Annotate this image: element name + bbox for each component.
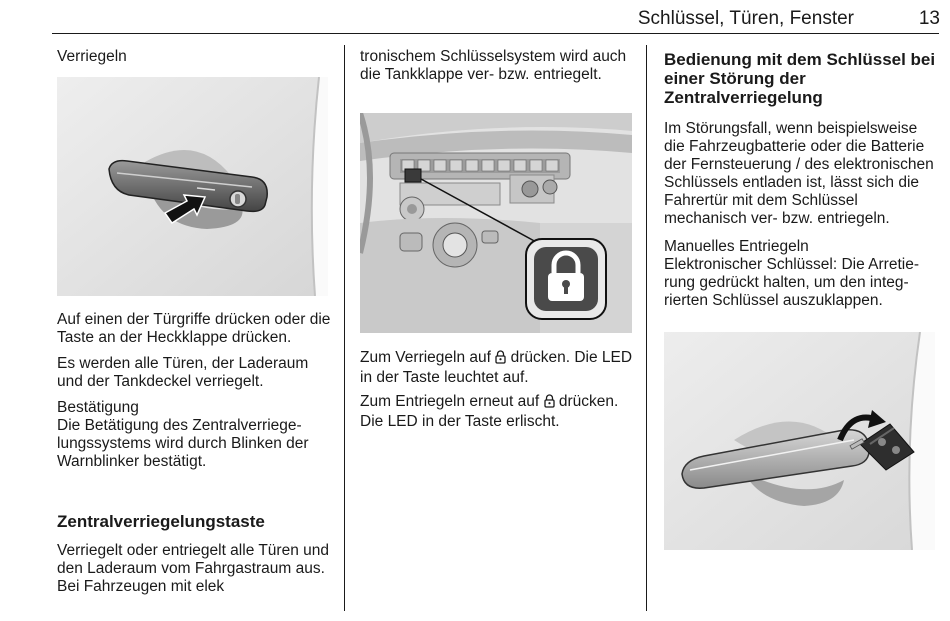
heading-manual-unlock: Manuelles Entriegeln — [664, 238, 809, 255]
page-number: 13 — [918, 8, 940, 29]
column-divider-2 — [646, 45, 647, 611]
header-rule — [52, 33, 939, 34]
figure-door-handle-press — [57, 77, 328, 296]
door-handle-press-illustration — [57, 77, 328, 296]
lock-icon — [495, 350, 506, 364]
figure-key-unlock — [664, 332, 935, 550]
unlock-instruction-text-a: Zum Entriegeln erneut auf — [360, 393, 540, 410]
paragraph-fuel-flap: tronischem Schlüsselsystem wird auch die Tankklappe ver- bzw. entriegelt. — [360, 48, 627, 83]
paragraph-central-locking-button: Verriegelt oder entriegelt alle Türen und den Laderaum vom Fahrgastraum aus. Bei Fahrzeugen mit elek — [57, 542, 329, 595]
lock-instruction-text-b: drücken. Die LED in der Taste leuchtet auf. — [360, 349, 633, 386]
paragraph-malfunction: Im Störungsfall, wenn beispielsweise die Fahrzeugbatterie oder die Batterie der Fernsteuerung / des elektronischen Schlüssels entladen ist, lässt sich die Fahrertür mit dem Schlüssel mechanisch ver- bzw. entriegeln. — [664, 120, 934, 227]
heading-bestaetigung: Bestätigung — [57, 399, 139, 416]
running-header-title: Schlüssel, Türen, Fenster — [637, 8, 854, 29]
paragraph-electronic-key: Elektronischer Schlüssel: Die Arretierung gedrückt halten, um den integrierten Schlüssel auszuklappen. — [664, 256, 919, 309]
paragraph-confirmation: Die Betätigung des Zentralverriegelungssystems wird durch Blinken der Warnblinker bestätigt. — [57, 417, 309, 470]
heading-central-locking-button: Zentralverriegelungstaste — [57, 512, 265, 531]
paragraph-lock-instruction — [360, 348, 640, 388]
unlock-instruction-text-b: drücken. Die LED in der Taste erlischt. — [360, 393, 619, 430]
central-locking-button-illustration — [360, 113, 632, 333]
figure-central-locking-button — [360, 113, 632, 333]
paragraph-all-doors-locked: Es werden alle Türen, der Laderaum und der Tankdeckel verriegelt. — [57, 355, 309, 390]
heading-key-operation-malfunction: Bedienung mit dem Schlüssel bei einer Störung der Zentralverriegelung — [664, 50, 936, 107]
paragraph-unlock-instruction — [360, 392, 640, 432]
key-unlock-illustration — [664, 332, 935, 550]
heading-verriegeln: Verriegeln — [57, 48, 127, 65]
paragraph-press-handle: Auf einen der Türgriffe drücken oder die Taste an der Heckklappe drücken. — [57, 311, 331, 346]
lock-icon — [544, 394, 555, 408]
lock-instruction-text-a: Zum Verriegeln auf — [360, 349, 491, 366]
column-divider-1 — [344, 45, 345, 611]
